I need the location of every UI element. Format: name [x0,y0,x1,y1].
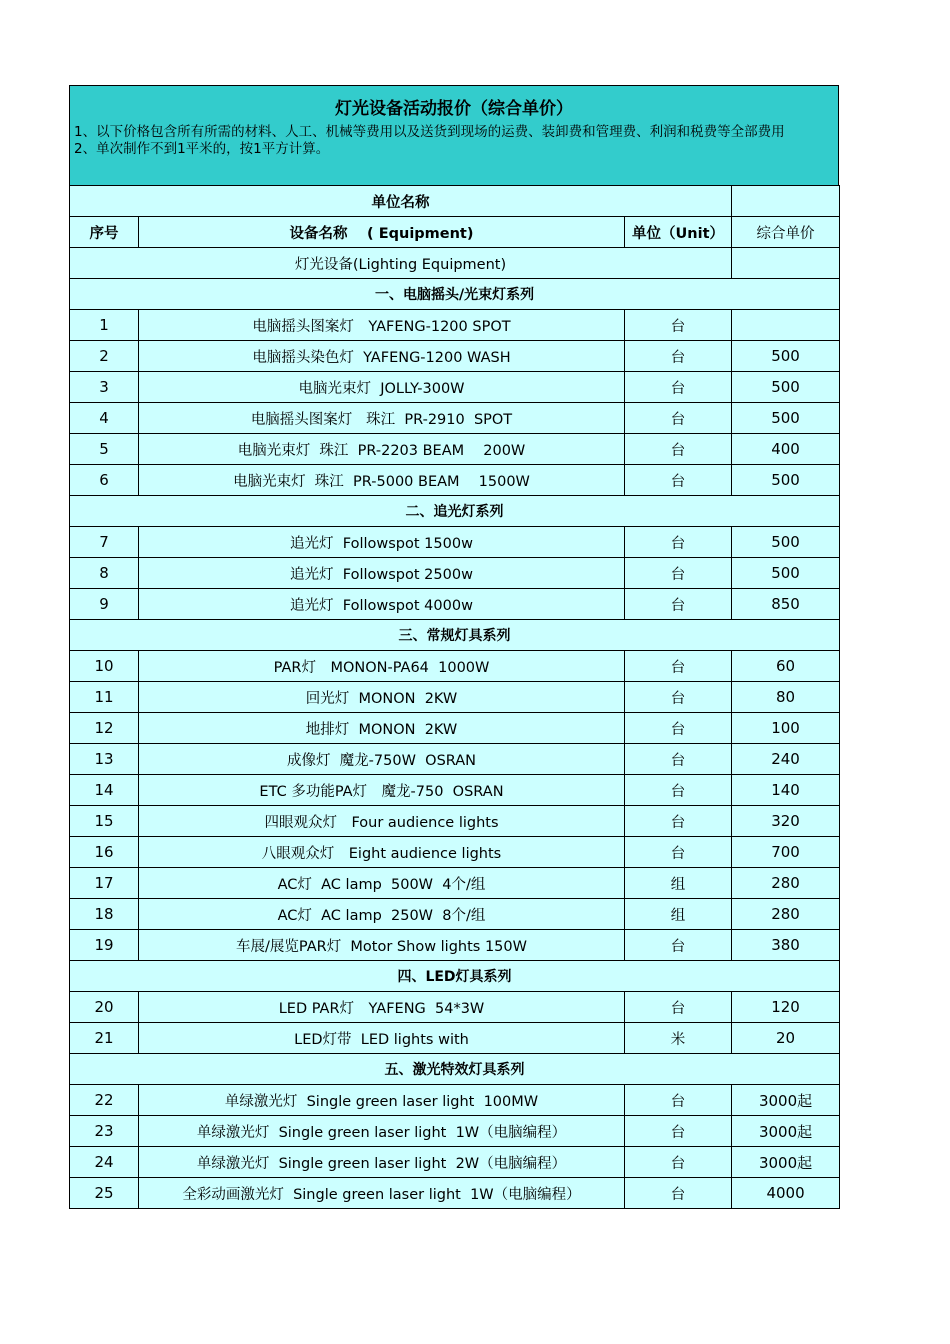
header-index: 序号 [70,217,139,248]
table-row [70,775,840,806]
row-equipment-name: 全彩动画激光灯 Single green laser light 1W（电脑编程） [139,1178,625,1209]
row-price: 380 [732,930,840,961]
row-unit: 台 [625,806,732,837]
row-index: 8 [70,558,139,589]
table-row [70,1023,840,1054]
row-unit: 台 [625,434,732,465]
row-price: 3000起 [732,1085,840,1116]
row-equipment-name: AC灯 AC lamp 500W 4个/组 [139,868,625,899]
table-row [70,992,840,1023]
row-unit: 组 [625,899,732,930]
table-row [70,1116,840,1147]
row-price: 80 [732,682,840,713]
row-unit: 米 [625,1023,732,1054]
row-price: 320 [732,806,840,837]
row-price: 100 [732,713,840,744]
row-equipment-name: 电脑摇头染色灯 YAFENG-1200 WASH [139,341,625,372]
row-equipment-name: 电脑摇头图案灯 珠江 PR-2910 SPOT [139,403,625,434]
section-title: 三、常规灯具系列 [70,620,840,651]
table-row [70,434,840,465]
section-row [70,620,840,651]
row-unit: 台 [625,1116,732,1147]
table-row [70,527,840,558]
row-unit: 台 [625,372,732,403]
row-index: 25 [70,1178,139,1209]
table-row [70,310,840,341]
row-index: 12 [70,713,139,744]
row-equipment-name: 地排灯 MONON 2KW [139,713,625,744]
row-price: 500 [732,527,840,558]
row-unit: 台 [625,1178,732,1209]
header-row [70,217,840,248]
note-1: 1、以下价格包含所有所需的材料、人工、机械等费用以及送货到现场的运费、装卸费和管理费、利润和税费等全部费用 [74,124,785,140]
table-row [70,465,840,496]
row-equipment-name: PAR灯 MONON-PA64 1000W [139,651,625,682]
row-unit: 台 [625,1147,732,1178]
row-equipment-name: 单绿激光灯 Single green laser light 1W（电脑编程） [139,1116,625,1147]
row-equipment-name: AC灯 AC lamp 250W 8个/组 [139,899,625,930]
row-price: 500 [732,372,840,403]
table-row [70,341,840,372]
row-equipment-name: 单绿激光灯 Single green laser light 2W（电脑编程） [139,1147,625,1178]
row-index: 4 [70,403,139,434]
price-table-body [70,186,840,1209]
row-index: 1 [70,310,139,341]
row-index: 21 [70,1023,139,1054]
row-price: 850 [732,589,840,620]
section-row [70,1054,840,1085]
row-index: 17 [70,868,139,899]
price-sheet [69,85,839,1209]
row-price: 4000 [732,1178,840,1209]
table-row [70,837,840,868]
row-price: 240 [732,744,840,775]
section-row [70,961,840,992]
note-2: 2、单次制作不到1平米的，按1平方计算。 [74,141,330,157]
row-price: 120 [732,992,840,1023]
row-equipment-name: 回光灯 MONON 2KW [139,682,625,713]
row-index: 9 [70,589,139,620]
row-index: 10 [70,651,139,682]
table-row [70,372,840,403]
row-price: 280 [732,899,840,930]
row-index: 13 [70,744,139,775]
table-row [70,403,840,434]
row-equipment-name: 电脑光束灯 珠江 PR-2203 BEAM 200W [139,434,625,465]
row-equipment-name: 车展/展览PAR灯 Motor Show lights 150W [139,930,625,961]
row-index: 22 [70,1085,139,1116]
row-equipment-name: 电脑光束灯 JOLLY-300W [139,372,625,403]
header-price: 综合单价 [732,217,840,248]
row-unit: 台 [625,713,732,744]
row-price: 3000起 [732,1116,840,1147]
section-title: 二、追光灯系列 [70,496,840,527]
row-equipment-name: 电脑摇头图案灯 YAFENG-1200 SPOT [139,310,625,341]
row-unit: 台 [625,837,732,868]
category-row [70,248,840,279]
table-row [70,651,840,682]
row-unit: 台 [625,682,732,713]
section-title: 四、LED灯具系列 [70,961,840,992]
row-index: 24 [70,1147,139,1178]
row-index: 20 [70,992,139,1023]
row-unit: 台 [625,930,732,961]
row-price: 500 [732,341,840,372]
row-equipment-name: ETC 多功能PA灯 魔龙-750 OSRAN [139,775,625,806]
header-unit: 单位（Unit） [625,217,732,248]
row-equipment-name: 成像灯 魔龙-750W OSRAN [139,744,625,775]
row-unit: 台 [625,341,732,372]
category-value [732,248,840,279]
table-row [70,1147,840,1178]
row-price: 500 [732,558,840,589]
row-equipment-name: LED PAR灯 YAFENG 54*3W [139,992,625,1023]
row-equipment-name: 电脑光束灯 珠江 PR-5000 BEAM 1500W [139,465,625,496]
row-equipment-name: 追光灯 Followspot 4000w [139,589,625,620]
row-price: 140 [732,775,840,806]
unit-name-row [70,186,840,217]
section-row [70,496,840,527]
row-index: 7 [70,527,139,558]
row-index: 3 [70,372,139,403]
table-row [70,682,840,713]
row-index: 2 [70,341,139,372]
row-equipment-name: 八眼观众灯 Eight audience lights [139,837,625,868]
table-row [70,868,840,899]
row-index: 23 [70,1116,139,1147]
row-index: 11 [70,682,139,713]
table-row [70,930,840,961]
table-row [70,806,840,837]
section-title: 一、电脑摇头/光束灯系列 [70,279,840,310]
row-price: 3000起 [732,1147,840,1178]
section-row [70,279,840,310]
row-price: 700 [732,837,840,868]
row-unit: 台 [625,403,732,434]
row-index: 5 [70,434,139,465]
row-index: 6 [70,465,139,496]
row-index: 15 [70,806,139,837]
row-unit: 台 [625,310,732,341]
row-index: 18 [70,899,139,930]
table-row [70,744,840,775]
price-table [69,185,840,1209]
row-equipment-name: 追光灯 Followspot 2500w [139,558,625,589]
table-row [70,1178,840,1209]
row-price: 500 [732,465,840,496]
row-unit: 台 [625,589,732,620]
row-equipment-name: 单绿激光灯 Single green laser light 100MW [139,1085,625,1116]
section-title: 五、激光特效灯具系列 [70,1054,840,1085]
notes [70,124,838,158]
row-unit: 组 [625,868,732,899]
table-row [70,589,840,620]
table-row [70,713,840,744]
header-equipment: 设备名称 ( Equipment) [139,217,625,248]
category-label: 灯光设备(Lighting Equipment) [70,248,732,279]
row-index: 14 [70,775,139,806]
row-unit: 台 [625,651,732,682]
row-unit: 台 [625,1085,732,1116]
row-unit: 台 [625,558,732,589]
row-unit: 台 [625,775,732,806]
row-unit: 台 [625,465,732,496]
page-title: 灯光设备活动报价（综合单价） [335,99,573,119]
row-price: 500 [732,403,840,434]
row-price: 20 [732,1023,840,1054]
table-row [70,558,840,589]
row-price: 60 [732,651,840,682]
row-equipment-name: LED灯带 LED lights with [139,1023,625,1054]
table-row [70,899,840,930]
row-unit: 台 [625,744,732,775]
row-index: 19 [70,930,139,961]
row-index: 16 [70,837,139,868]
title-block [69,85,839,185]
unit-name-label: 单位名称 [70,186,732,217]
unit-name-value [732,186,840,217]
table-row [70,1085,840,1116]
row-equipment-name: 追光灯 Followspot 1500w [139,527,625,558]
row-unit: 台 [625,992,732,1023]
row-price: 280 [732,868,840,899]
row-equipment-name: 四眼观众灯 Four audience lights [139,806,625,837]
row-unit: 台 [625,527,732,558]
row-price: 400 [732,434,840,465]
row-price [732,310,840,341]
